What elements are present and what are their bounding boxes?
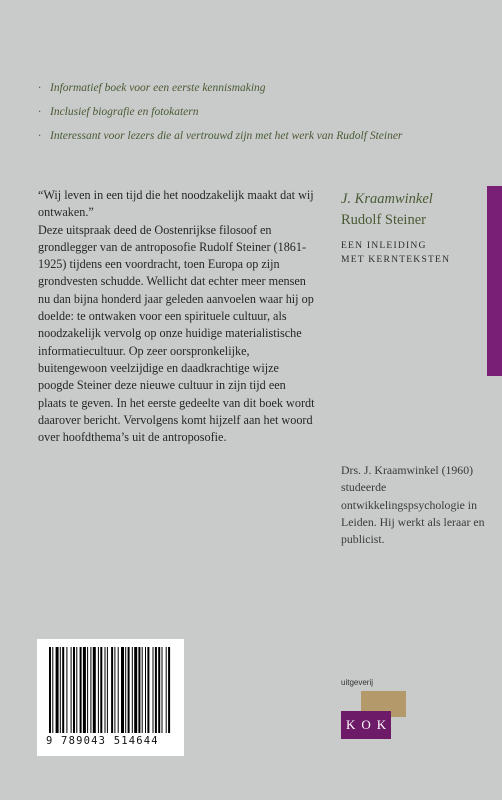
book-title: Rudolf Steiner [341, 212, 426, 228]
publisher-label: uitgeverij [341, 678, 374, 687]
bullet-marker: · [38, 130, 41, 142]
feature-list [38, 80, 458, 152]
isbn-number: 9 789043 514644 [46, 735, 159, 747]
bullet-marker: · [38, 106, 41, 118]
feature-text: Interessant voor lezers die al vertrouwd zijn met het werk van Rudolf Steiner [50, 130, 403, 142]
quote-paragraph: “Wij leven in een tijd die het noodzakelijk maakt dat wij ontwaken.” [38, 188, 314, 220]
feature-item [38, 80, 458, 96]
author-name: J. Kraamwinkel [341, 191, 433, 207]
publisher-logo [341, 691, 406, 738]
purple-accent-bar [487, 186, 502, 376]
logo-text: KOK [341, 711, 391, 739]
feature-text: Inclusief biografie en fotokatern [50, 106, 199, 118]
subtitle-line: EEN INLEIDING [341, 240, 427, 251]
blurb-text [38, 187, 316, 446]
barcode-label [37, 639, 184, 756]
barcode-icon [49, 647, 172, 733]
subtitle-line: MET KERNTEKSTEN [341, 254, 451, 265]
bullet-marker: · [38, 82, 41, 94]
description-paragraph: Deze uitspraak deed de Oostenrijkse filosoof en grondlegger van de antroposofie Rudolf Steiner (1861-1925) tijdens een voordracht, toen Europa op zijn grondvesten schudde. Wellicht dat echter meer mensen nu dan bijna honderd jaar geleden aanvoelen waar hij op doelde: te ontwaken voor een spirituele cultuur, als noodzakelijk vervolg op onze huidige materialistische informatiecultuur. Op zeer oorspronkelijke, buitengewoon veelzijdige en daadkrachtige wijze poogde Steiner deze nieuwe cultuur in zijn tijd een plaats te geven. In het eerste gedeelte van dit boek wordt daarover bericht. Vervolgens komt hijzelf aan het woord over hoofdthema’s uit de antroposofie. [38, 222, 315, 445]
feature-text: Informatief boek voor een eerste kennismaking [50, 82, 266, 94]
author-bio: Drs. J. Kraamwinkel (1960) studeerde ontwikkelingspsychologie in Leiden. Hij werkt als leraar en publicist. [341, 463, 485, 547]
feature-item [38, 104, 458, 120]
title-block [341, 190, 491, 267]
feature-item [38, 128, 458, 144]
book-subtitle [341, 239, 491, 267]
